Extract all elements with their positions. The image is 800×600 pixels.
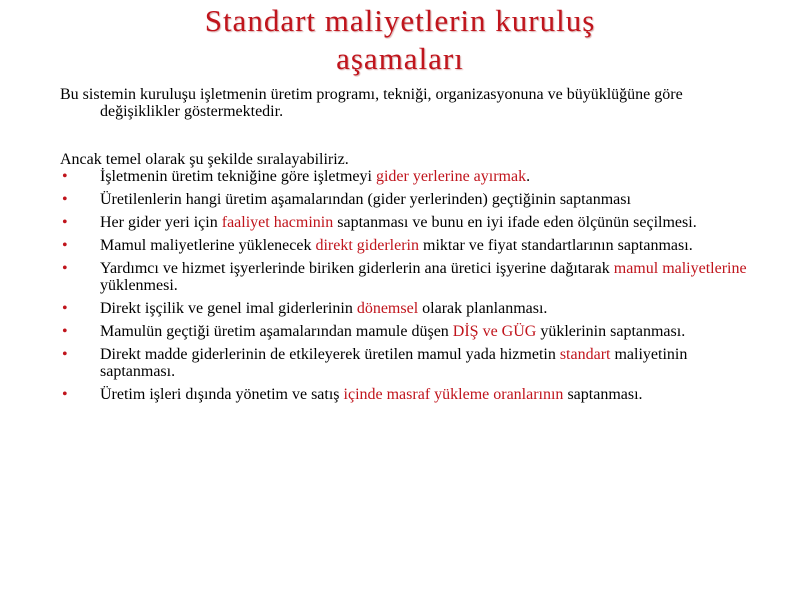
item-highlight: DİŞ ve GÜG — [452, 323, 537, 340]
item-text: Direkt işçilik ve genel imal giderlerinin — [100, 300, 357, 317]
lead-paragraph: Ancak temel olarak şu şekilde sıralayabiliriz. — [60, 151, 349, 168]
item-text: Üretilenlerin hangi üretim aşamalarından (gider yerlerinden) geçtiğinin saptanması — [100, 191, 631, 208]
step-list — [60, 168, 760, 403]
slide-title-line-2: aşamaları — [336, 41, 464, 76]
bullet-icon: • — [62, 168, 68, 185]
item-text-end: miktar ve fiyat standartlarının saptanması. — [419, 237, 693, 254]
item-highlight: mamul maliyetlerine — [613, 260, 747, 277]
item-text: Mamulün geçtiği üretim aşamalarından mamule düşen — [100, 323, 453, 340]
list-item — [60, 346, 760, 380]
bullet-icon: • — [62, 346, 68, 363]
list-item — [60, 386, 760, 403]
list-item — [60, 260, 760, 294]
item-text: Direkt madde giderlerinin de etkileyerek üretilen mamul yada hizmetin — [100, 346, 560, 363]
list-item — [60, 214, 760, 231]
item-text-end: saptanması. — [563, 386, 643, 403]
list-item — [60, 237, 760, 254]
item-highlight: içinde masraf yükleme oranlarının — [343, 386, 564, 403]
item-text: Her gider yeri için — [100, 214, 222, 231]
item-text-end: yüklenmesi. — [100, 277, 178, 294]
item-text-end: yüklerinin saptanması. — [536, 323, 686, 340]
paragraph-spacer — [60, 120, 760, 151]
item-text: Mamul maliyetlerine yüklenecek — [100, 237, 316, 254]
slide-title-line-1: Standart maliyetlerin kuruluş — [204, 3, 596, 38]
item-text-end: olarak planlanması. — [418, 300, 548, 317]
item-text: Yardımcı ve hizmet işyerlerinde biriken giderlerin ana üretici işyerine dağıtarak — [100, 260, 614, 277]
intro-paragraph: Bu sistemin kuruluşu işletmenin üretim programı, tekniği, organizasyonuna ve büyüklüğüne göre değişiklikler göstermektedir. — [60, 86, 683, 120]
list-item — [60, 300, 760, 317]
item-highlight: gider yerlerine ayırmak — [375, 168, 527, 185]
slide-content — [60, 86, 760, 409]
bullet-icon: • — [62, 260, 68, 277]
bullet-icon: • — [62, 323, 68, 340]
list-item — [60, 191, 760, 208]
bullet-icon: • — [62, 237, 68, 254]
list-item — [60, 168, 760, 185]
item-text-end: . — [526, 168, 531, 185]
item-text: Üretim işleri dışında yönetim ve satış — [100, 386, 344, 403]
item-text: İşletmenin üretim tekniğine göre işletmeyi — [100, 168, 376, 185]
item-highlight: direkt giderlerin — [315, 237, 419, 254]
item-highlight: standart — [559, 346, 611, 363]
slide-title — [0, 2, 800, 78]
list-item — [60, 323, 760, 340]
item-text-end: saptanması ve bunu en iyi ifade eden ölçünün seçilmesi. — [333, 214, 697, 231]
bullet-icon: • — [62, 386, 68, 403]
item-text-end: maliyetinin saptanması. — [100, 346, 688, 380]
item-highlight: dönemsel — [356, 300, 419, 317]
bullet-icon: • — [62, 191, 68, 208]
item-highlight: faaliyet hacminin — [221, 214, 334, 231]
bullet-icon: • — [62, 300, 68, 317]
bullet-icon: • — [62, 214, 68, 231]
